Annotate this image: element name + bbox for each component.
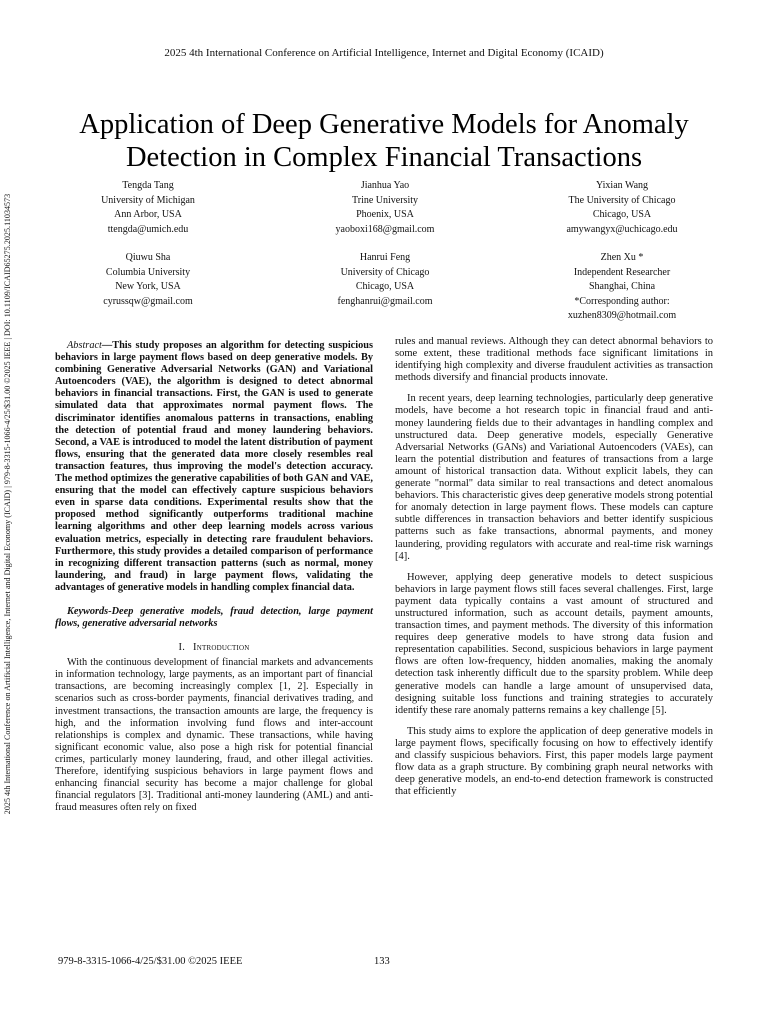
left-column (55, 340, 373, 814)
author-location: Ann Arbor, USA (114, 209, 182, 220)
body-paragraph: rules and manual reviews. Although they can detect abnormal behaviors to some extent, these traditional methods face significant limitations in identifying high complexity and diverse fraudulent activities as transaction methods diversify and financial products innovate. (395, 336, 713, 384)
corresponding-author-note: *Corresponding author: (574, 295, 670, 307)
author-card (504, 179, 740, 237)
author-email: yaoboxi168@gmail.com (335, 223, 435, 235)
author-location: Phoenix, USA (356, 209, 414, 220)
author-row-1 (30, 179, 740, 237)
section-title: Introduction (193, 642, 250, 654)
keywords-label: Keywords- (67, 605, 112, 617)
abstract-label: Abstract (67, 340, 102, 351)
keywords (55, 606, 373, 630)
author-affiliation: Columbia University (105, 266, 191, 278)
author-card (30, 251, 266, 324)
author-name: Hanrui Feng (359, 252, 411, 263)
author-location: Chicago, USA (592, 209, 652, 220)
author-card (267, 251, 503, 324)
author-location: Shanghai, China (588, 281, 656, 292)
paper-title: Application of Deep Generative Models for Anomaly Detection in Complex Financial Transactions (79, 109, 689, 173)
keywords-body: Deep generative models, fraud detection, large payment flows, generative adversarial networks (55, 605, 373, 630)
abstract-dash: — (101, 340, 113, 351)
body-paragraph: With the continuous development of financial markets and advancements in information technology, large payments, as an important part of financial transactions, are becoming increasingly complex [1, 2]. Especially in scenarios such as cross-border payments, financial derivatives trading, and investment transactions, the transaction amounts are large, the frequency is high, and the information involving fund flows and inter-account relationships is complex and dynamic. These transactions, while having significant economic value, also pose a high risk for potential financial crimes, particularly money laundering, fraud, and other illegal activities. Therefore, identifying suspicious behaviors in large payment flows and enhancing financial security has become a major challenge for global financial regulators [3]. Traditional anti-money laundering (AML) and anti-fraud measures often rely on fixed (55, 657, 373, 814)
author-email: xuzhen8309@hotmail.com (567, 310, 677, 321)
side-margin-citation: 2025 4th International Conference on Artificial Intelligence, Internet and Digital Economy (ICAID) | 979-8-3315-1066-4/25/$31.00 ©2025 IEEE | DOI: 10.1109/ICAID65275.2025.11034573 (3, 193, 12, 815)
author-name: Tengda Tang (122, 180, 174, 191)
abstract (55, 340, 373, 594)
author-location: New York, USA (115, 281, 181, 292)
author-affiliation: University of Michigan (101, 194, 195, 206)
footer-isbn: 979-8-3315-1066-4/25/$31.00 ©2025 IEEE (58, 956, 243, 967)
author-block (30, 179, 740, 324)
author-row-2 (30, 251, 740, 324)
section-heading-introduction (55, 641, 373, 654)
right-column (395, 336, 713, 798)
author-name: Qiuwu Sha (125, 252, 171, 263)
author-affiliation: Independent Researcher (573, 266, 671, 278)
body-paragraph: In recent years, deep learning technologies, particularly deep generative models, have become a hot research topic in financial fraud and anti-money laundering fields due to their advantages in handling complex and unstructured data. Deep generative models, especially Generative Adversarial Networks (GANs) and Variational Autoencoders (VAEs), can learn the potential distribution and features of transactions from a large amount of historical transaction data. Without explicit labels, they can generate "normal" data similar to real transactions and detect anomalous behaviors. This characteristic gives deep generative models strong potential for anomaly detection in large payment flows. These models can capture subtle differences in transaction behaviors and better identify suspicious patterns such as fake transactions, abnormal payments, and money laundering, providing regulators with accurate and real-time risk warnings [4]. (395, 393, 713, 562)
author-affiliation: Trine University (351, 194, 419, 206)
author-name: Jianhua Yao (360, 180, 410, 191)
section-number: I. (178, 642, 186, 654)
abstract-body: This study proposes an algorithm for detecting suspicious behaviors in large payment flows based on deep generative models. By combining Generative Adversarial Networks (GAN) and Variational Autoencoders (VAE), the algorithm is designed to detect abnormal behaviors in financial transactions. First, the GAN is used to generate simulated data that approximates normal payment flows. The discriminator identifies anomalous patterns in transactions, enabling the detection of potential fraud and money laundering behaviors. Second, a VAE is introduced to model the latent distribution of payment flows, ensuring that the generated data more closely resembles real transaction features, thus improving the model's detection accuracy. The method optimizes the generative capabilities of both GAN and VAE, ensuring that the model can effectively capture suspicious behaviors even in sparse data conditions. Experimental results show that the proposed method significantly outperforms traditional machine learning algorithms and other deep learning models across various evaluation metrics, especially in detecting rare fraudulent behaviors. Furthermore, this study provides a detailed comparison of performance in recognizing different transaction patterns (such as normal, money laundering, and fraud) in large payment flows, validating the advantages of generative models in handling complex financial data. (55, 340, 373, 593)
page-number: 133 (374, 956, 390, 967)
author-name: Yixian Wang (595, 180, 649, 191)
author-affiliation: University of Chicago (340, 266, 430, 278)
body-paragraph: However, applying deep generative models to detect suspicious behaviors in large payment flows still faces several challenges. First, large payment data typically contains a vast amount of structured and unstructured information, such as account details, payment amounts, transaction times, and payment methods. The diversity of this information requires deep generative models to have strong data fusion and representation capabilities. Second, suspicious behaviors in large payment flows are often low-frequency, hidden anomalies, making the anomaly detection task inherently difficult due to the sparsity problem. While deep generative models can handle a large amount of unsupervised data, designing suitable loss functions and training strategies to accurately identify these rare anomaly patterns remains a key challenge [5]. (395, 571, 713, 716)
author-location: Chicago, USA (355, 281, 415, 292)
author-card (30, 179, 266, 237)
conference-header: 2025 4th International Conference on Artificial Intelligence, Internet and Digital Economy (ICAID) (164, 47, 604, 59)
author-card (504, 251, 740, 324)
author-email: fenghanrui@gmail.com (337, 295, 433, 307)
body-paragraph: This study aims to explore the application of deep generative models in large payment flows, specifically focusing on how to effectively identify and classify suspicious behaviors. First, this paper models large payment flow data as a graph structure. By combining graph neural networks with deep generative models, an end-to-end detection framework is constructed that efficiently (395, 725, 713, 798)
author-email: cyrussqw@gmail.com (103, 295, 193, 307)
author-email: ttengda@umich.edu (107, 223, 189, 235)
author-card (267, 179, 503, 237)
author-email: amywangyx@uchicago.edu (566, 223, 678, 235)
author-affiliation: The University of Chicago (568, 194, 676, 206)
author-name: Zhen Xu * (600, 252, 644, 263)
